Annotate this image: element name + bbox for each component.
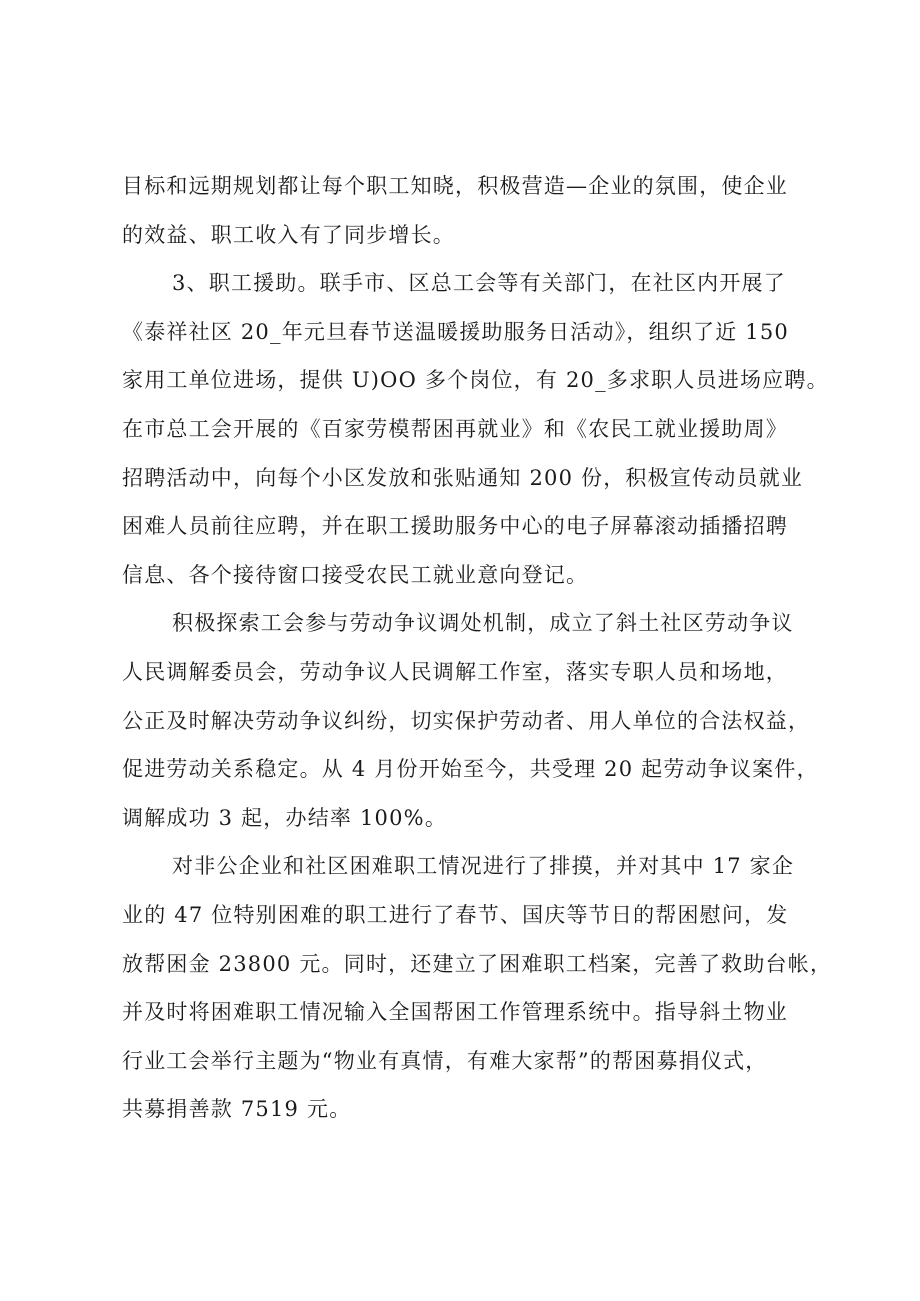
paragraph-2-line-7: 信息、各个接待窗口接受农民工就业意向登记。 bbox=[122, 562, 589, 587]
paragraph-4-line-3: 放帮困金 23800 元。同时，还建立了困难职工档案，完善了救助台帐， bbox=[122, 951, 833, 976]
paragraph-2-line-4: 在市总工会开展的《百家劳模帮困再就业》和《农民工就业援助周》 bbox=[122, 416, 788, 441]
paragraph-4-line-5: 行业工会举行主题为“物业有真情，有难大家帮”的帮困募捐仪式， bbox=[122, 1048, 768, 1073]
paragraph-3-line-5: 调解成功 3 起，办结率 100%。 bbox=[122, 805, 448, 830]
paragraph-3-line-1: 积极探索工会参与劳动争议调处机制，成立了斜土社区劳动争议 bbox=[172, 611, 794, 636]
paragraph-4-line-6: 共募捐善款 7519 元。 bbox=[122, 1097, 352, 1122]
paragraph-4-line-4: 并及时将困难职工情况输入全国帮困工作管理系统中。指导斜土物业 bbox=[122, 1000, 788, 1025]
paragraph-2-line-6: 困难人员前往应聘，并在职工援助服务中心的电子屏幕滚动插播招聘 bbox=[122, 514, 788, 539]
paragraph-1-line-2: 的效益、职工收入有了同步增长。 bbox=[122, 222, 455, 247]
paragraph-3-line-2: 人民调解委员会，劳动争议人民调解工作室，落实专职人员和场地， bbox=[122, 659, 788, 684]
paragraph-4-line-2: 业的 47 位特别困难的职工进行了春节、国庆等节日的帮困慰问，发 bbox=[122, 902, 789, 927]
paragraph-2-line-3: 家用工单位进场，提供 U)OO 多个岗位，有 20_多求职人员进场应聘。 bbox=[122, 368, 829, 393]
document-body bbox=[122, 164, 833, 1136]
paragraph-2-line-1: 3、职工援助。联手市、区总工会等有关部门，在社区内开展了 bbox=[172, 271, 786, 296]
paragraph-4-line-1: 对非公企业和社区困难职工情况进行了排摸，并对其中 17 家企 bbox=[172, 854, 795, 879]
paragraph-2-line-2: 《泰祥社区 20_年元旦春节送温暖援助服务日活动》，组织了近 150 bbox=[122, 319, 789, 344]
paragraph-3-line-4: 促进劳动关系稳定。从 4 月份开始至今，共受理 20 起劳动争议案件， bbox=[122, 757, 819, 782]
paragraph-2-line-5: 招聘活动中，向每个小区发放和张贴通知 200 份，积极宣传动员就业 bbox=[122, 465, 804, 490]
paragraph-3-line-3: 公正及时解决劳动争议纠纷，切实保护劳动者、用人单位的合法权益， bbox=[122, 708, 811, 733]
paragraph-1-line-1: 目标和远期规划都让每个职工知晓，积极营造—企业的氛围，使企业 bbox=[122, 174, 788, 198]
